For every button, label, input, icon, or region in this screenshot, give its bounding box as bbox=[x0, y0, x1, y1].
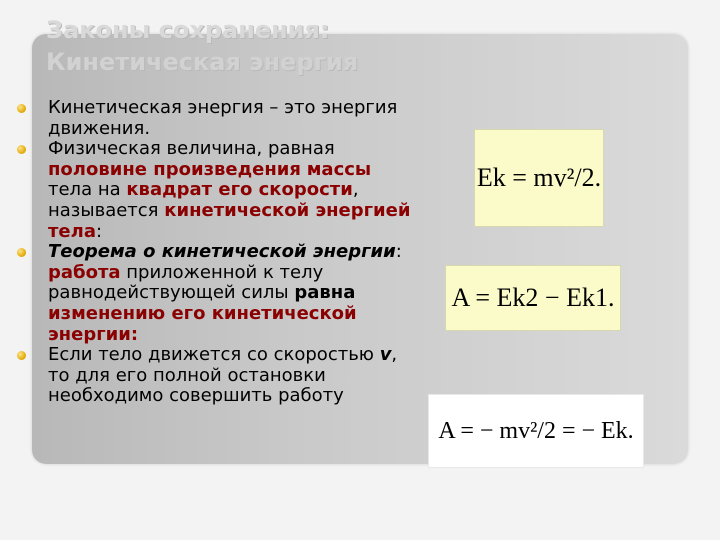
formula-work-energy-theorem bbox=[445, 265, 621, 331]
bullet-text: : bbox=[395, 241, 402, 263]
formula-text: A = Ek2 − Ek1. bbox=[451, 283, 615, 312]
highlight-text: половине произведения bbox=[48, 158, 301, 180]
bullet-text: Физическая величина, равная bbox=[48, 138, 335, 160]
bullet-text: приложенной к телу равнодействующей силы bbox=[48, 261, 324, 304]
formula-text: A = − mv²/2 = − Ek. bbox=[438, 417, 634, 444]
bold-text: равна bbox=[294, 282, 356, 304]
highlight-text: квадрат его скорости bbox=[126, 179, 353, 201]
bullet-text: Если тело движется со скоростью bbox=[48, 344, 380, 366]
highlight-text: кинетической энергией тела bbox=[48, 199, 411, 242]
formula-kinetic-energy bbox=[474, 129, 604, 227]
theorem-name: Теорема о кинетической энергии bbox=[48, 241, 396, 263]
highlight-text: массы bbox=[306, 158, 372, 180]
bullet-text: : bbox=[95, 220, 103, 242]
bullet-text: тела на bbox=[48, 179, 127, 201]
bullet-list bbox=[16, 98, 416, 407]
bullet-item-formula-description bbox=[16, 139, 416, 242]
highlight-text: работа bbox=[48, 261, 121, 283]
formula-text: Ek = mv²/2. bbox=[476, 163, 602, 192]
bullet-text: , называется bbox=[48, 179, 359, 221]
title-line-2: Кинетическая энергия bbox=[46, 48, 359, 76]
highlight-text: изменению его кинетической энергии: bbox=[48, 302, 357, 345]
title-line-1: Законы сохранения: bbox=[46, 16, 330, 44]
bullet-item-definition bbox=[16, 98, 416, 139]
formula-stopping-work bbox=[428, 394, 644, 468]
velocity-symbol: v bbox=[379, 344, 392, 366]
bullet-item-stopping bbox=[16, 345, 416, 407]
slide-title bbox=[46, 14, 358, 78]
bullet-text: Кинетическая энергия – это энергия движения. bbox=[48, 97, 398, 139]
bullet-item-theorem bbox=[16, 242, 416, 345]
bullet-text: , то для его полной остановки необходимо совершить работу bbox=[48, 344, 398, 407]
